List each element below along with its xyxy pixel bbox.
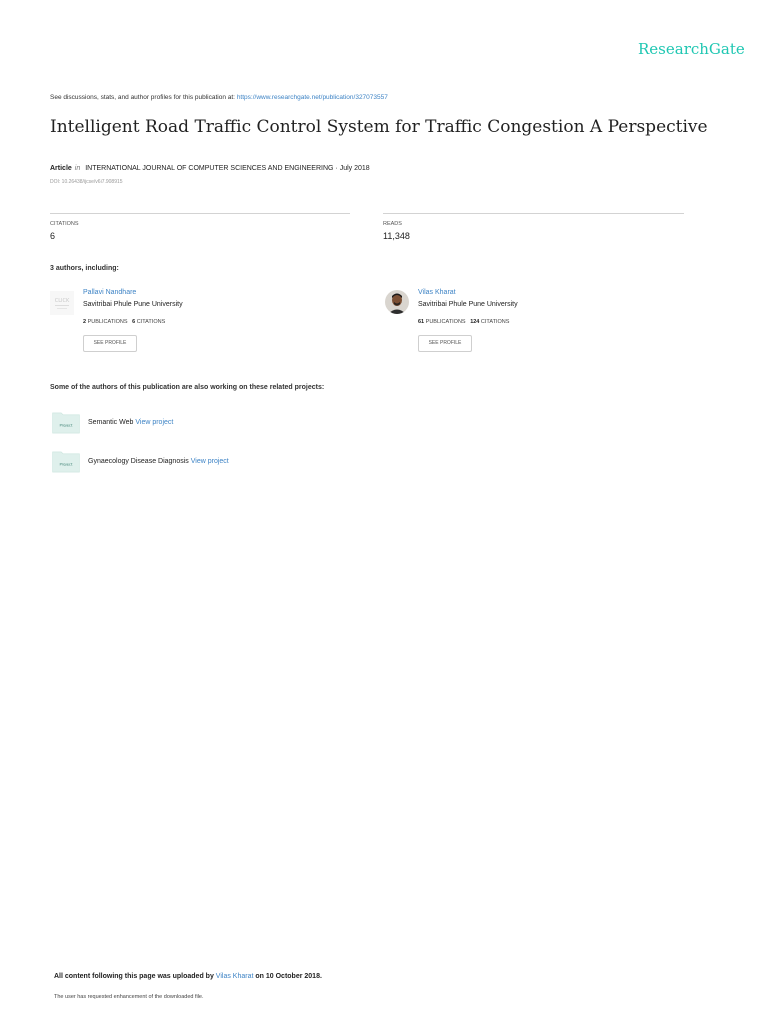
discussion-line	[50, 94, 388, 101]
discussion-prefix: See discussions, stats, and author profiles for this publication at:	[50, 94, 235, 101]
project-name: Gynaecology Disease Diagnosis	[88, 458, 189, 465]
journal-name[interactable]: INTERNATIONAL JOURNAL OF COMPUTER SCIENCES AND ENGINEERING	[85, 165, 334, 172]
project-name: Semantic Web	[88, 419, 134, 426]
publication-title: Intelligent Road Traffic Control System for Traffic Congestion A Perspective	[50, 117, 708, 137]
project-badge-label: Project	[59, 422, 73, 428]
publication-url-link[interactable]: https://www.researchgate.net/publication/327073557	[236, 94, 388, 101]
author-institution: Savitribai Phule Pune University	[83, 301, 183, 308]
researchgate-logo[interactable]: ResearchGate	[638, 40, 745, 58]
project-row	[88, 458, 229, 465]
author-publications-count: 61	[418, 319, 425, 325]
project-row	[88, 419, 173, 426]
author-citations-label: CITATIONS	[136, 319, 166, 325]
upload-info	[54, 973, 322, 980]
author-stats	[418, 319, 509, 325]
see-profile-button[interactable]: SEE PROFILE	[418, 335, 472, 352]
author-citations-count: 6	[132, 319, 136, 325]
uploader-link[interactable]: Vilas Kharat	[215, 973, 254, 980]
related-projects-heading: Some of the authors of this publication are also working on these related projects:	[50, 384, 325, 391]
author-citations-label: CITATIONS	[480, 319, 510, 325]
doi: DOI: 10.26438/ijcse/v6i7.908915	[50, 179, 123, 185]
author-institution: Savitribai Phule Pune University	[418, 301, 518, 308]
view-project-link[interactable]: View project	[190, 458, 229, 465]
citations-label: CITATIONS	[50, 221, 79, 227]
authors-heading: 3 authors, including:	[50, 265, 119, 272]
divider-citations	[50, 213, 350, 214]
author-avatar-placeholder[interactable]	[50, 291, 74, 315]
enhancement-note: The user has requested enhancement of the downloaded file.	[54, 994, 204, 1000]
author-name-link[interactable]: Vilas Kharat	[418, 289, 456, 296]
in-word: in	[74, 165, 81, 172]
see-profile-button[interactable]: SEE PROFILE	[83, 335, 137, 352]
divider-reads	[383, 213, 684, 214]
project-folder-icon	[51, 411, 81, 439]
avatar-click-text: CLICK	[54, 298, 70, 304]
author-publications-count: 2	[83, 319, 87, 325]
author-publications-label: PUBLICATIONS	[425, 319, 466, 325]
author-stats	[83, 319, 165, 325]
citations-value: 6	[50, 231, 56, 241]
author-name-link[interactable]: Pallavi Nandhare	[83, 289, 137, 296]
author-avatar-photo[interactable]	[385, 290, 409, 314]
author-citations-count: 124	[470, 319, 480, 325]
person-photo-icon	[385, 290, 409, 314]
publication-type: Article	[50, 165, 72, 172]
reads-label: READS	[383, 221, 402, 227]
placeholder-avatar-icon	[50, 291, 74, 315]
publication-meta	[50, 165, 370, 172]
publication-date: July 2018	[339, 165, 370, 172]
uploaded-suffix: on 10 October 2018.	[255, 973, 322, 980]
view-project-link[interactable]: View project	[135, 419, 174, 426]
uploaded-prefix: All content following this page was uploaded by	[54, 973, 214, 980]
date-separator: ·	[335, 165, 338, 172]
project-badge-label: Project	[59, 461, 73, 467]
project-folder-icon	[51, 450, 81, 478]
reads-value: 11,348	[383, 231, 410, 241]
author-publications-label: PUBLICATIONS	[87, 319, 128, 325]
